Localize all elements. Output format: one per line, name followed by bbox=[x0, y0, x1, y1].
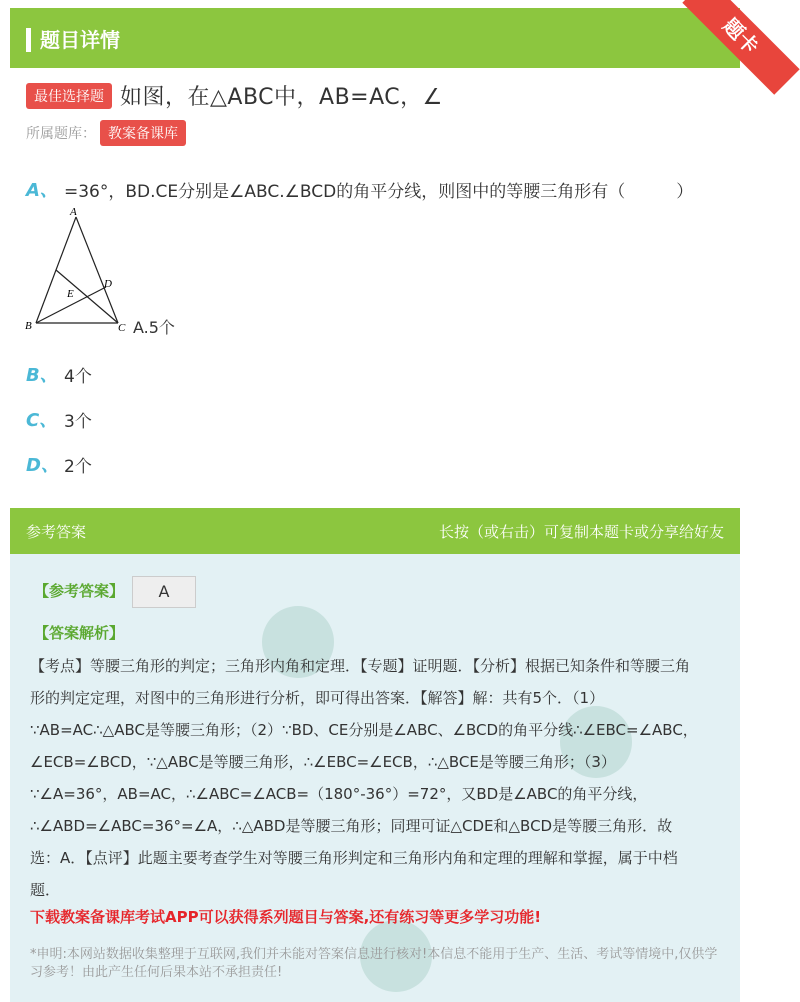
option-b[interactable] bbox=[26, 361, 92, 387]
page-title: 题目详情 bbox=[40, 28, 120, 52]
figure-caption: A.5个 bbox=[133, 318, 175, 337]
question-type-tag[interactable]: 最佳选择题 bbox=[26, 83, 112, 109]
vertex-label-b: B bbox=[25, 320, 32, 332]
library-label: 所属题库： bbox=[26, 126, 96, 142]
vertex-label-c: C bbox=[118, 322, 126, 334]
page-header bbox=[10, 8, 740, 68]
library-tag[interactable]: 教案备课库 bbox=[100, 120, 186, 146]
option-letter: C、 bbox=[26, 410, 58, 431]
share-hint[interactable]: 长按（或右击）可复制本题卡或分享给好友 bbox=[438, 523, 724, 541]
option-letter: D、 bbox=[26, 455, 59, 476]
option-letter: A、 bbox=[26, 180, 58, 201]
library-row bbox=[26, 120, 186, 146]
header-accent-bar bbox=[26, 28, 31, 52]
option-text: 3个 bbox=[64, 411, 92, 432]
option-d[interactable] bbox=[26, 451, 92, 477]
option-text: =36°，BD.CE分别是∠ABC.∠BCD的角平分线，则图中的等腰三角形有（ ） bbox=[64, 181, 694, 202]
option-c[interactable] bbox=[26, 406, 92, 432]
answer-header-bar bbox=[10, 508, 740, 554]
vertex-label-e: E bbox=[67, 288, 74, 300]
question-card-badge: 题卡 bbox=[682, 0, 799, 95]
option-text: 4个 bbox=[64, 366, 92, 387]
download-app-promo[interactable]: 下载教案备课库考试APP可以获得系列题目与答案,还有练习等更多学习功能! bbox=[30, 908, 542, 926]
question-line bbox=[26, 80, 443, 111]
option-a[interactable] bbox=[26, 176, 693, 202]
answer-key-value: A bbox=[132, 576, 196, 608]
corner-ribbon bbox=[634, 0, 764, 90]
question-stem: 如图，在△ABC中，AB=AC，∠ bbox=[120, 85, 443, 110]
triangle-figure bbox=[24, 205, 134, 337]
answer-header-label: 参考答案 bbox=[26, 523, 87, 541]
answer-analysis-text: 【考点】等腰三角形的判定；三角形内角和定理．【专题】证明题．【分析】根据已知条件和等腰三角形的判定定理，对图中的三角形进行分析，即可得出答案．【解答】解：共有5个．（1）∵AB=AC∴△ABC是等腰三角形；（2）∵BD、CE分别是∠ABC、∠BCD的角平分线∴∠EBC=∠ABC，∠ECB=∠BCD，∵△ABC是等腰三角形，∴∠EBC=∠ECB，∴△BCE是等腰三角形；（3）∵∠A=36°，AB=AC，∴∠ABC=∠ACB=（180°-36°）=72°，又BD是∠ABC的角平分线，∴∠ABD=∠ABC=36°=∠A，∴△ABD是等腰三角形；同理可证△CDE和△BCD是等腰三角形．故选：A．【点评】此题主要考查学生对等腰三角形判定和三角形内角和定理的理解和掌握，属于中档题． bbox=[30, 657, 698, 899]
vertex-label-a: A bbox=[70, 206, 77, 218]
option-letter: B、 bbox=[26, 365, 58, 386]
answer-key-label: 【参考答案】 bbox=[34, 582, 125, 600]
disclaimer-text: *申明:本网站数据收集整理于互联网,我们并未能对答案信息进行核对!本信息不能用于生产、生活、考试等情境中,仅供学习参考！由此产生任何后果本站不承担责任! bbox=[30, 947, 718, 980]
option-text: 2个 bbox=[64, 456, 92, 477]
vertex-label-d: D bbox=[104, 278, 112, 290]
answer-explanation-label: 【答案解析】 bbox=[34, 624, 125, 642]
